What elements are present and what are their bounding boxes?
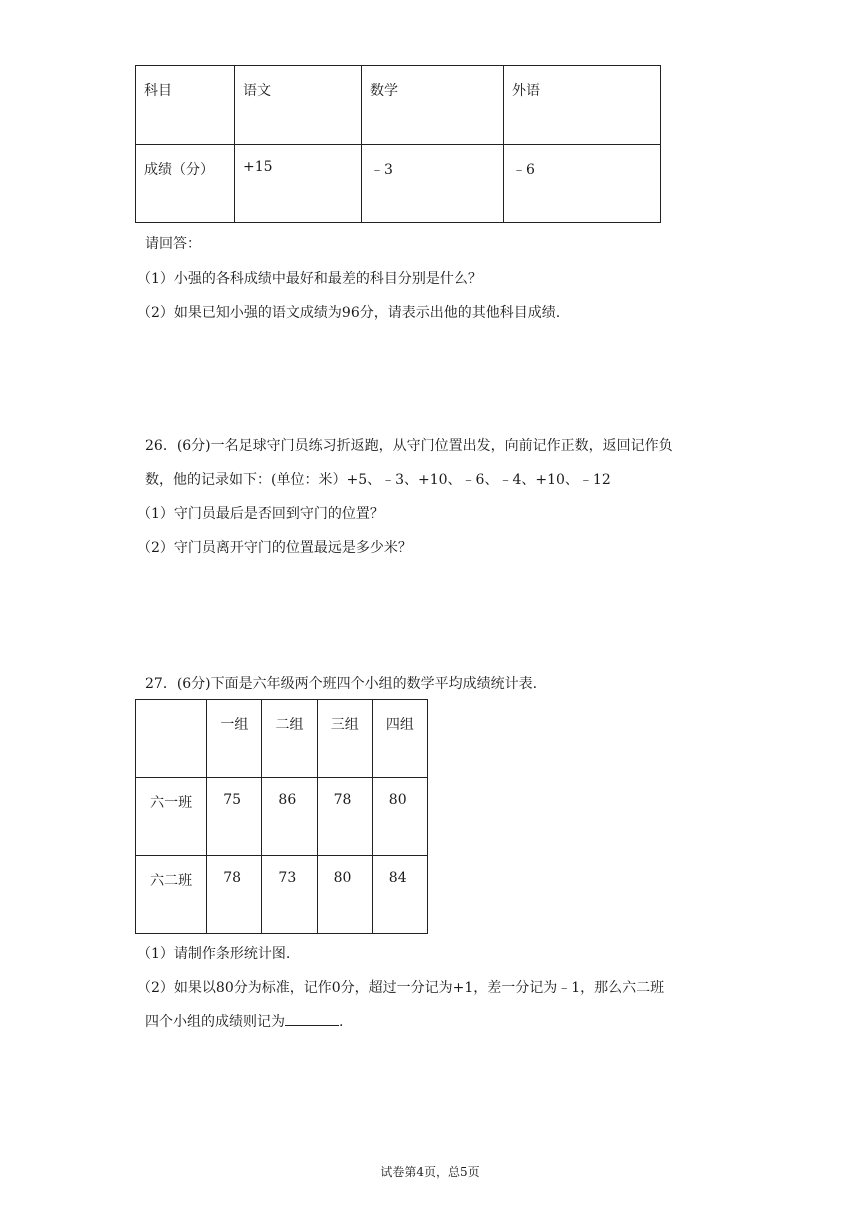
q27-sub1: （1）请制作条形统计图. xyxy=(137,946,291,962)
q26-sub1: （1）守门员最后是否回到守门的位置？ xyxy=(137,506,384,522)
q27-title: 27．(6分)下面是六年级两个班四个小组的数学平均成绩统计表. xyxy=(145,676,538,692)
table-cell: 78 xyxy=(317,778,372,856)
table-row xyxy=(136,856,428,934)
table-cell: 86 xyxy=(262,778,317,856)
table-cell: ﹣6 xyxy=(504,145,661,223)
table-header-cell: 数学 xyxy=(362,66,504,145)
table-header-cell: 四组 xyxy=(372,700,427,778)
table-cell: 六一班 xyxy=(136,778,207,856)
q27-sub2-prefix: 四个小组的成绩则记为 xyxy=(145,1014,285,1030)
q27-sub2-suffix: . xyxy=(339,1014,344,1030)
table-cell: 78 xyxy=(207,856,262,934)
table-header-cell: 语文 xyxy=(235,66,362,145)
q25-prompt: 请回答： xyxy=(145,236,201,252)
table-cell: 84 xyxy=(372,856,427,934)
table-cell: 80 xyxy=(372,778,427,856)
table-row xyxy=(136,778,428,856)
page-footer: 试卷第4页，总5页 xyxy=(380,1165,480,1179)
table-header-cell: 二组 xyxy=(262,700,317,778)
table-cell: +15 xyxy=(235,145,362,223)
table-cell: 成绩（分） xyxy=(136,145,235,223)
table-header-cell: 一组 xyxy=(207,700,262,778)
table-header-cell: 科目 xyxy=(136,66,235,145)
answer-blank[interactable] xyxy=(285,1011,339,1026)
table-cell: 六二班 xyxy=(136,856,207,934)
q26-line1: 26．(6分)一名足球守门员练习折返跑，从守门位置出发，向前记作正数，返回记作负 xyxy=(145,438,673,454)
q27-sub2-line2 xyxy=(145,1011,343,1031)
q25-sub2: （2）如果已知小强的语文成绩为96分，请表示出他的其他科目成绩. xyxy=(137,305,561,321)
table-cell: 75 xyxy=(207,778,262,856)
table-cell: ﹣3 xyxy=(362,145,504,223)
q26-line2: 数，他的记录如下：(单位：米）+5、﹣3、+10、﹣6、﹣4、+10、﹣12 xyxy=(145,472,611,488)
scores-table xyxy=(135,65,661,223)
class-scores-table xyxy=(135,699,428,934)
q25-sub1: （1）小强的各科成绩中最好和最差的科目分别是什么？ xyxy=(137,271,482,287)
q26-sub2: （2）守门员离开守门的位置最远是多少米？ xyxy=(137,540,412,556)
table-header-cell: 外语 xyxy=(504,66,661,145)
table-cell: 73 xyxy=(262,856,317,934)
table-cell: 80 xyxy=(317,856,372,934)
table-header-cell xyxy=(136,700,207,778)
table-header-cell: 三组 xyxy=(317,700,372,778)
q27-sub2-line1: （2）如果以80分为标准，记作0分，超过一分记为+1，差一分记为﹣1，那么六二班 xyxy=(137,980,665,996)
